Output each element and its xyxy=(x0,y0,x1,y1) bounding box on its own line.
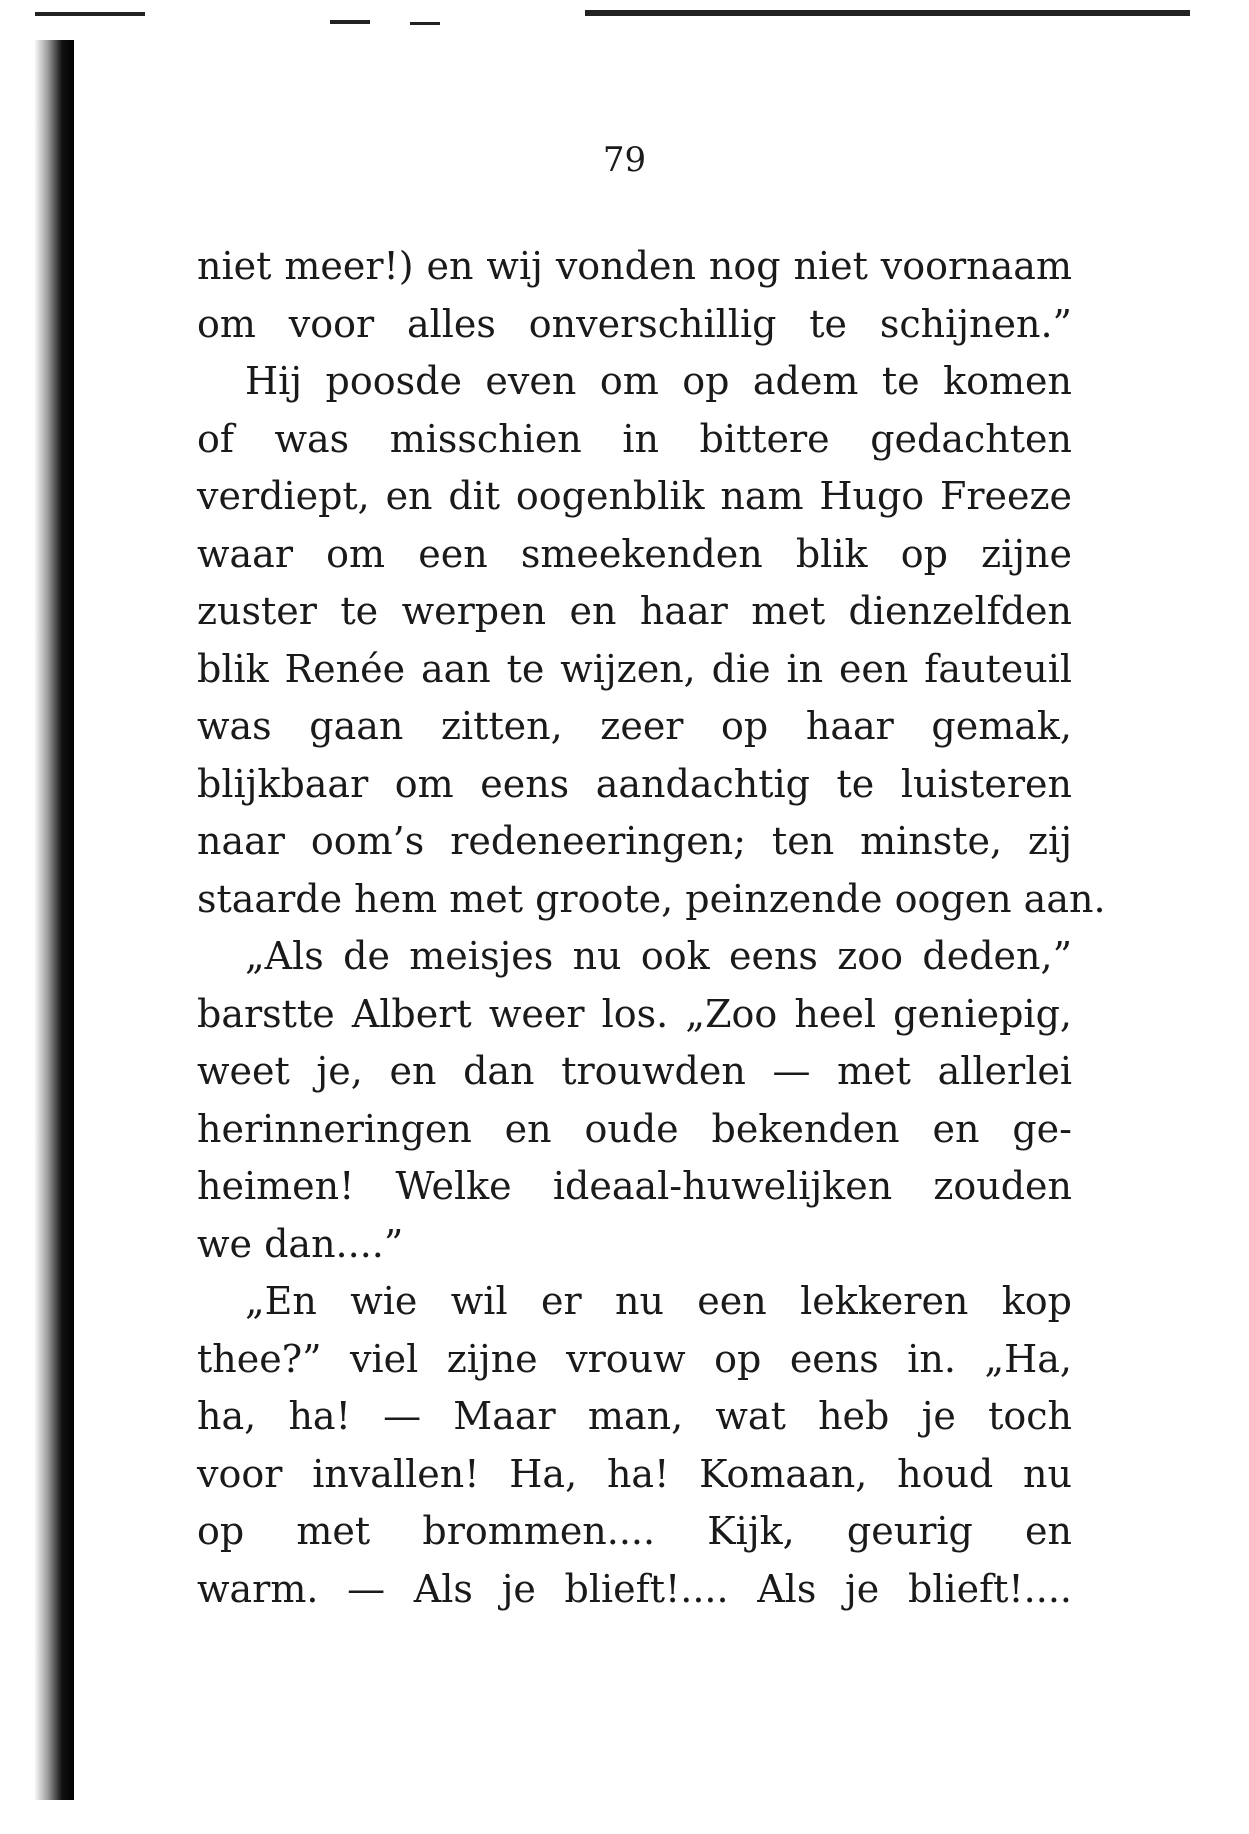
scan-edge-mark xyxy=(410,22,440,25)
scan-edge-mark xyxy=(35,12,145,16)
text-line: was gaan zitten, zeer op haar gemak, xyxy=(197,704,1072,748)
text-line: thee?” viel zijne vrouw op eens in. „Ha, xyxy=(197,1336,1072,1381)
text-line: verdiept, en dit oogenblik nam Hugo Freeze xyxy=(197,474,1072,518)
text-line: „En wie wil er nu een lekkeren kop xyxy=(245,1279,1072,1323)
text-line: warm. — Als je blieft!.... Als je blieft!.... xyxy=(197,1566,1072,1611)
text-line: waar om een smeekenden blik op zijne xyxy=(197,531,1072,576)
body-text xyxy=(197,238,1106,1618)
text-line: blik Renée aan te wijzen, die in een fauteuil xyxy=(197,646,1072,691)
text-line: blijkbaar om eens aandachtig te luisteren xyxy=(197,761,1072,806)
text-line: naar oom’s redeneeringen; ten minste, zij xyxy=(197,819,1072,863)
text-line: weet je, en dan trouwden — met allerlei xyxy=(197,1049,1072,1093)
text-line: barstte Albert weer los. „Zoo heel geniepig, xyxy=(197,991,1072,1036)
scan-edge-mark xyxy=(330,20,370,24)
text-line: Hij poosde even om op adem te komen xyxy=(245,359,1072,403)
page-number: 79 xyxy=(602,140,647,180)
text-line: op met brommen.... Kijk, geurig en xyxy=(197,1509,1072,1553)
text-line: zuster te werpen en haar met dienzelfden xyxy=(197,589,1072,633)
text-line: heimen! Welke ideaal-huwelijken zouden xyxy=(197,1164,1072,1208)
text-line: we dan....” xyxy=(197,1221,404,1266)
text-line: herinneringen en oude bekenden en ge- xyxy=(197,1106,1072,1151)
book-spine-shadow xyxy=(34,40,74,1800)
text-line: staarde hem met groote, peinzende oogen aan. xyxy=(197,876,1106,921)
text-line: om voor alles onverschillig te schijnen.” xyxy=(197,301,1072,346)
scan-edge-mark xyxy=(585,10,1190,16)
text-line: of was misschien in bittere gedachten xyxy=(197,416,1072,461)
text-line: niet meer!) en wij vonden nog niet voornaam xyxy=(197,244,1072,288)
text-line: ha, ha! — Maar man, wat heb je toch xyxy=(197,1394,1072,1438)
text-line: voor invallen! Ha, ha! Komaan, houd nu xyxy=(197,1451,1072,1496)
text-line: „Als de meisjes nu ook eens zoo deden,” xyxy=(245,934,1072,978)
